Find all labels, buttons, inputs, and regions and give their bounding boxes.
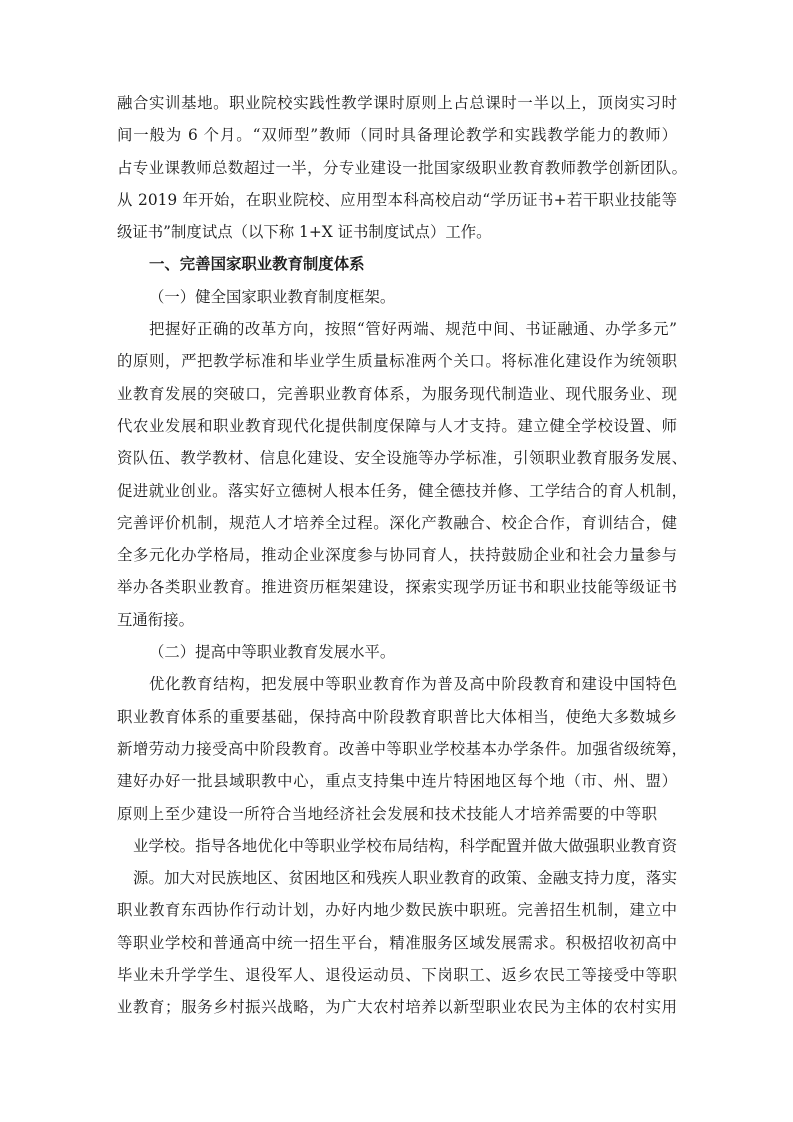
- paragraph-line: 的原则，严把教学标准和毕业学生质量标准两个关口。将标准化建设作为统领职: [117, 352, 677, 371]
- paragraph-line: 等职业学校和普通高中统一招生平台，精准服务区域发展需求。积极招收初高中: [117, 933, 677, 952]
- subsection-1: [117, 281, 689, 636]
- paragraph-line: 优化教育结构，把发展中等职业教育作为普及高中阶段教育和建设中国特色: [149, 675, 677, 694]
- paragraph-line: 职业教育东西协作行动计划，办好内地少数民族中职班。完善招生机制，建立中: [117, 901, 677, 920]
- paragraph-line: 原则上至少建设一所符合当地经济社会发展和技术技能人才培养需要的中等职: [117, 804, 657, 823]
- paragraph: [117, 668, 689, 1023]
- paragraph-line: 占专业课教师总数超过一半，分专业建设一批国家级职业教育教师教学创新团队。: [117, 158, 687, 177]
- paragraph-line: 融合实训基地。职业院校实践性教学课时原则上占总课时一半以上，顶岗实习时: [117, 94, 677, 112]
- paragraph-line: 业教育；服务乡村振兴战略，为广大农村培养以新型职业农民为主体的农村实用: [117, 998, 677, 1017]
- paragraph-line: 新增劳动力接受高中阶段教育。改善中等职业学校基本办学条件。加强省级统筹，: [117, 739, 687, 758]
- paragraph-line: 源。加大对民族地区、贫困地区和残疾人职业教育的政策、金融支持力度，落实: [133, 869, 677, 888]
- subsection-heading: （二）提高中等职业教育发展水平。: [149, 643, 396, 662]
- subsection-2: [117, 636, 689, 1024]
- paragraph-line: 互通衔接。: [117, 610, 194, 629]
- paragraph-line: 业教育发展的突破口，完善职业教育体系，为服务现代制造业、现代服务业、现: [117, 384, 677, 403]
- section-heading: 一、完善国家职业教育制度体系: [149, 255, 365, 274]
- paragraph-line: 建好办好一批县域职教中心，重点支持集中连片特困地区每个地（市、州、盟）: [117, 772, 677, 791]
- paragraph-line: 把握好正确的改革方向，按照“管好两端、规范中间、书证融通、办学多元”: [149, 320, 677, 339]
- continuation-paragraph: [117, 87, 689, 248]
- paragraph-line: 职业教育体系的重要基础，保持高中阶段教育职普比大体相当，使绝大多数城乡: [117, 707, 677, 726]
- section-1: [117, 248, 689, 1023]
- paragraph-line: 完善评价机制，规范人才培养全过程。深化产教融合、校企合作，育训结合，健: [117, 513, 677, 532]
- paragraph-line: 从 2019 年开始，在职业院校、应用型本科高校启动“学历证书+若干职业技能等: [117, 190, 677, 209]
- paragraph-line: 间一般为 6 个月。“双师型”教师（同时具备理论教学和实践教学能力的教师）: [117, 126, 677, 145]
- paragraph-line: 资队伍、教学教材、信息化建设、安全设施等办学标准，引领职业教育服务发展、: [117, 449, 687, 468]
- paragraph-line: 业学校。指导各地优化中等职业学校布局结构，科学配置并做大做强职业教育资: [133, 836, 677, 855]
- paragraph-line: 代农业发展和职业教育现代化提供制度保障与人才支持。建立健全学校设置、师: [117, 416, 677, 435]
- text-body: [117, 87, 689, 1024]
- paragraph-line: 毕业未升学学生、退役军人、退役运动员、下岗职工、返乡农民工等接受中等职: [117, 966, 677, 985]
- paragraph: [117, 313, 689, 636]
- paragraph-line: 全多元化办学格局，推动企业深度参与协同育人，扶持鼓励企业和社会力量参与: [117, 546, 677, 565]
- paragraph-line: 促进就业创业。落实好立德树人根本任务，健全德技并修、工学结合的育人机制，: [117, 481, 687, 500]
- subsection-heading: （一）健全国家职业教育制度框架。: [149, 287, 396, 306]
- paragraph-line: 级证书”制度试点（以下称 1+X 证书制度试点）工作。: [117, 223, 492, 242]
- paragraph-line: 举办各类职业教育。推进资历框架建设，探索实现学历证书和职业技能等级证书: [117, 578, 677, 597]
